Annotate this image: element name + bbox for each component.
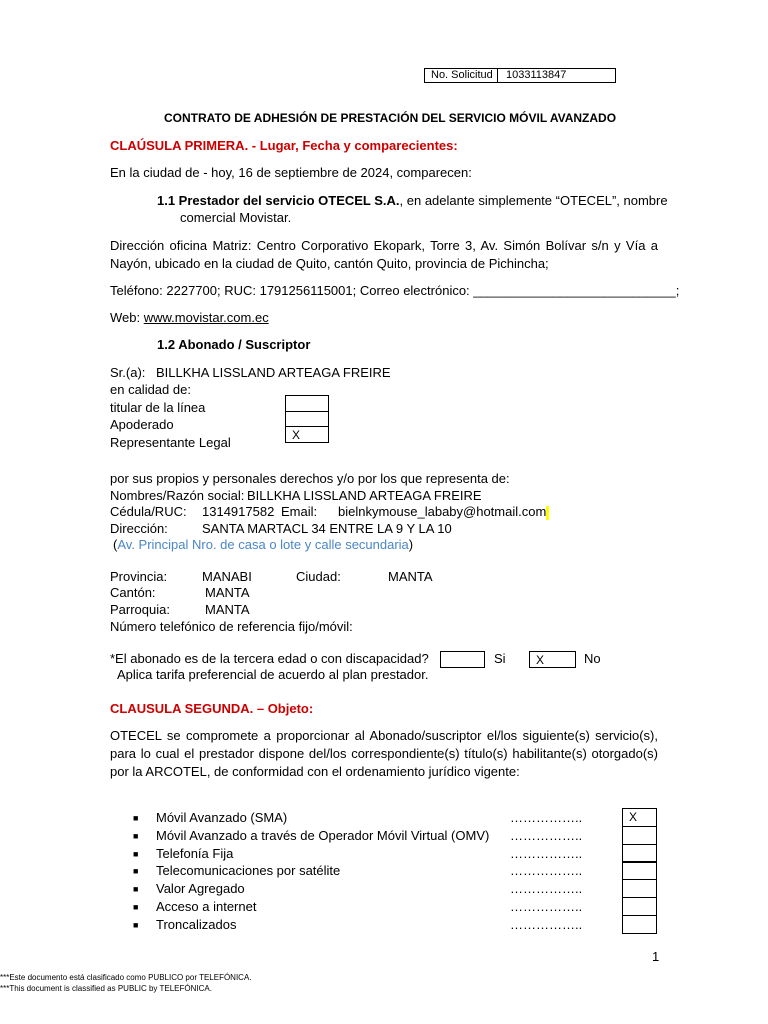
ciudad-value: MANTA	[388, 569, 433, 584]
option-representante: Representante Legal	[110, 435, 231, 450]
service-checkbox[interactable]	[622, 879, 657, 898]
bullet-icon: ■	[133, 884, 139, 894]
no-checkbox[interactable]: X	[529, 651, 576, 668]
sr-label: Sr.(a):	[110, 365, 146, 380]
parroquia-label: Parroquia:	[110, 602, 170, 617]
service-checkbox[interactable]: X	[622, 808, 657, 827]
sr-name: BILLKHA LISSLAND ARTEAGA FREIRE	[156, 365, 391, 380]
service-label: Móvil Avanzado (SMA)	[156, 810, 288, 825]
apoderado-checkbox[interactable]	[285, 411, 329, 427]
page-number: 1	[652, 949, 660, 964]
cedula-value: 1314917582	[202, 504, 275, 519]
telefono-referencia: Número telefónico de referencia fijo/móvil:	[110, 619, 353, 634]
service-dots: ……………..	[510, 828, 583, 843]
canton-value: MANTA	[205, 585, 250, 600]
si-checkbox[interactable]	[440, 651, 485, 668]
clausula-primera-heading: CLAÚSULA PRIMERA. - Lugar, Fecha y comparecientes:	[110, 138, 458, 153]
direccion-label: Dirección:	[110, 521, 168, 536]
provincia-value: MANABI	[202, 569, 252, 584]
tercera-edad-question: *El abonado es de la tercera edad o con discapacidad?	[110, 651, 429, 666]
email-value-row	[338, 504, 549, 520]
parroquia-value: MANTA	[205, 602, 250, 617]
calidad-label: en calidad de:	[110, 382, 191, 397]
service-label: Telefonía Fija	[156, 846, 234, 861]
bullet-icon: ■	[133, 849, 139, 859]
titular-checkbox[interactable]	[285, 395, 329, 412]
footer-line-1: ***Este documento está clasificado como PUBLICO por TELEFÓNICA.	[0, 973, 252, 982]
service-dots: ……………..	[510, 810, 583, 825]
service-dots: ……………..	[510, 863, 583, 878]
email-label: Email:	[281, 504, 318, 519]
service-dots: ……………..	[510, 917, 583, 932]
web-link[interactable]: www.movistar.com.ec	[143, 310, 269, 325]
clausula-segunda-heading: CLAUSULA SEGUNDA. – Objeto:	[110, 701, 314, 716]
footer-line-2: ***This document is classified as PUBLIC by TELEFÓNICA.	[0, 984, 212, 993]
si-label: Si	[494, 651, 506, 666]
cedula-label: Cédula/RUC:	[110, 504, 187, 519]
ciudad-label: Ciudad:	[296, 569, 341, 584]
web-label: Web:	[110, 310, 144, 325]
service-label: Troncalizados	[156, 917, 237, 932]
prestador-line2: comercial Movistar.	[180, 210, 292, 225]
direccion-value: SANTA MARTACL 34 ENTRE LA 9 Y LA 10	[202, 521, 452, 536]
abonado-heading: 1.2 Abonado / Suscriptor	[157, 337, 311, 352]
bullet-icon: ■	[133, 866, 139, 876]
direccion-hint-row: (Av. Principal Nro. de casa o lote y calle secundaria)	[113, 537, 414, 552]
solicitud-label: No. Solicitud	[431, 69, 493, 81]
bullet-icon: ■	[133, 920, 139, 930]
representante-checkbox[interactable]: X	[285, 426, 329, 443]
service-dots: ……………..	[510, 881, 583, 896]
nombres-label: Nombres/Razón social:	[110, 488, 245, 503]
document-title: CONTRATO DE ADHESIÓN DE PRESTACIÓN DEL SERVICIO MÓVIL AVANZADO	[164, 111, 617, 125]
option-apoderado: Apoderado	[110, 417, 174, 432]
service-dots: ……………..	[510, 846, 583, 861]
email-value: bielnkymouse_lababy@hotmail.com	[338, 504, 547, 519]
nombres-value: BILLKHA LISSLAND ARTEAGA FREIRE	[247, 488, 482, 503]
solicitud-divider	[497, 69, 498, 82]
web-line	[110, 310, 269, 325]
direccion-matriz: Dirección oficina Matriz: Centro Corporativo Ekopark, Torre 3, Av. Simón Bolívar s/n y Vía a Nayón, ubicado en la ciudad de Quito, cantón Quito, provincia de Pichincha;	[110, 238, 658, 271]
derechos-line: por sus propios y personales derechos y/o por los que representa de:	[110, 471, 510, 486]
bullet-icon: ■	[133, 902, 139, 912]
prestador-rest: , en adelante simplemente “OTECEL”, nombre	[399, 193, 668, 208]
service-checkbox[interactable]	[622, 826, 657, 845]
service-label: Valor Agregado	[156, 881, 245, 896]
option-titular: titular de la línea	[110, 400, 206, 415]
service-label: Telecomunicaciones por satélite	[156, 863, 341, 878]
direccion-hint: Av. Principal Nro. de casa o lote y calle secundaria	[117, 537, 409, 552]
prestador-bold: 1.1 Prestador del servicio OTECEL S.A.	[157, 193, 400, 208]
service-checkbox[interactable]	[622, 915, 657, 934]
ciudad-line: En la ciudad de - hoy, 16 de septiembre de 2024, comparecen:	[110, 165, 472, 180]
telefono-line: Teléfono: 2227700; RUC: 1791256115001; Correo electrónico: ____________________________;	[110, 283, 680, 298]
canton-label: Cantón:	[110, 585, 156, 600]
service-dots: ……………..	[510, 899, 583, 914]
solicitud-value: 1033113847	[506, 69, 567, 81]
highlight-mark	[546, 506, 549, 520]
no-label: No	[584, 651, 601, 666]
service-checkbox[interactable]	[622, 861, 657, 880]
service-checkbox[interactable]	[622, 897, 657, 916]
provincia-label: Provincia:	[110, 569, 168, 584]
prestador-line	[157, 193, 668, 208]
tarifa-line: Aplica tarifa preferencial de acuerdo al plan prestador.	[117, 667, 429, 682]
bullet-icon: ■	[133, 813, 139, 823]
service-label: Móvil Avanzado a través de Operador Móvil Virtual (OMV)	[156, 828, 490, 843]
solicitud-box	[424, 68, 616, 83]
objeto-body: OTECEL se compromete a proporcionar al Abonado/suscriptor el/los siguiente(s) servicio(s), para lo cual el prestador dispone del/los correspondiente(s) título(s) habilitante(s) otorgado(s) por la ARCOTEL, de conformidad con el ordenamiento jurídico vigente:	[110, 728, 658, 779]
bullet-icon: ■	[133, 831, 139, 841]
service-label: Acceso a internet	[156, 899, 257, 914]
